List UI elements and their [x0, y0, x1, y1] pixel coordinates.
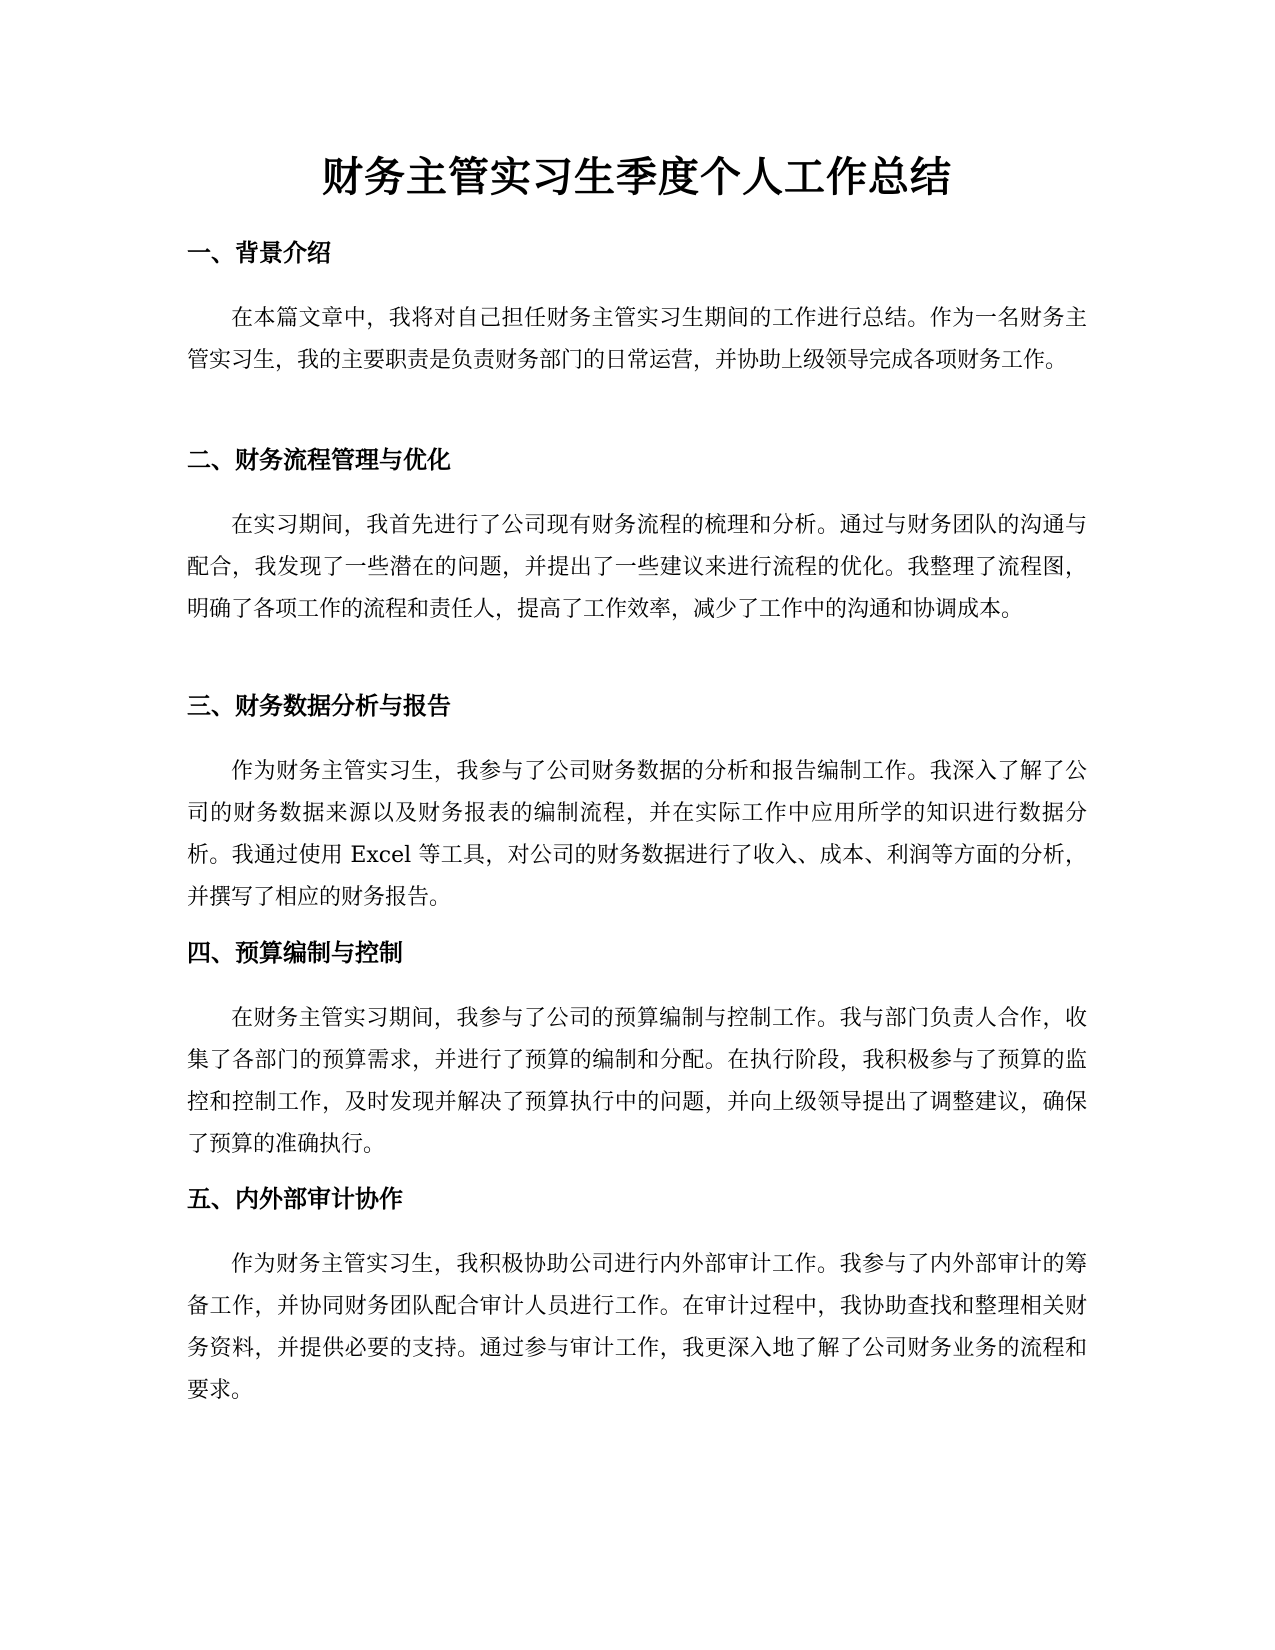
section-heading: 二、财务流程管理与优化 [187, 446, 451, 474]
section-process-management [187, 443, 1087, 631]
document-title: 财务主管实习生季度个人工作总结 [322, 153, 952, 201]
section-paragraph: 作为财务主管实习生，我积极协助公司进行内外部审计工作。我参与了内外部审计的筹备工作，并协同财务团队配合审计人员进行工作。在审计过程中，我协助查找和整理相关财务资料，并提供必要的支持。通过参与审计工作，我更深入地了解了公司财务业务的流程和要求。 [187, 1252, 1087, 1403]
section-paragraph: 作为财务主管实习生，我参与了公司财务数据的分析和报告编制工作。我深入了解了公司的财务数据来源以及财务报表的编制流程，并在实际工作中应用所学的知识进行数据分析。我通过使用 Excel 等工具，对公司的财务数据进行了收入、成本、利润等方面的分析，并撰写了相应的财务报告。 [187, 759, 1087, 910]
section-heading: 一、背景介绍 [187, 239, 331, 267]
section-heading: 四、预算编制与控制 [187, 939, 403, 967]
section-data-analysis [187, 689, 1087, 919]
section-heading: 五、内外部审计协作 [187, 1185, 403, 1213]
section-paragraph: 在实习期间，我首先进行了公司现有财务流程的梳理和分析。通过与财务团队的沟通与配合，我发现了一些潜在的问题，并提出了一些建议来进行流程的优化。我整理了流程图，明确了各项工作的流程和责任人，提高了工作效率，减少了工作中的沟通和协调成本。 [187, 513, 1087, 622]
section-paragraph: 在财务主管实习期间，我参与了公司的预算编制与控制工作。我与部门负责人合作，收集了各部门的预算需求，并进行了预算的编制和分配。在执行阶段，我积极参与了预算的监控和控制工作，及时发现并解决了预算执行中的问题，并向上级领导提出了调整建议，确保了预算的准确执行。 [187, 1006, 1087, 1157]
section-heading: 三、财务数据分析与报告 [187, 692, 451, 720]
section-audit [187, 1182, 1087, 1412]
section-budget [187, 936, 1087, 1166]
section-background [187, 236, 1087, 382]
section-paragraph: 在本篇文章中，我将对自己担任财务主管实习生期间的工作进行总结。作为一名财务主管实习生，我的主要职责是负责财务部门的日常运营，并协助上级领导完成各项财务工作。 [187, 306, 1087, 373]
